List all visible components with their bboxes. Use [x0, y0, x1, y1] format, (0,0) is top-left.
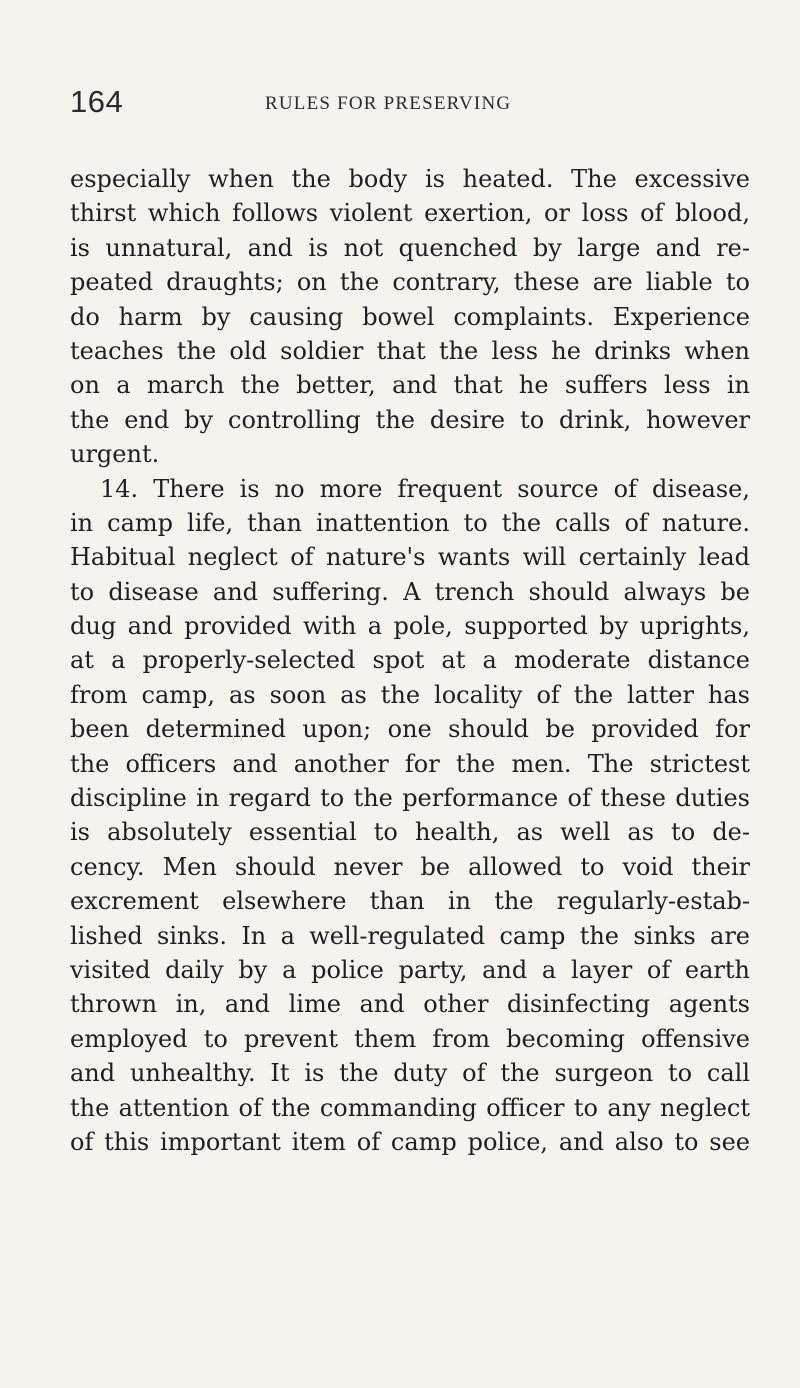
- text-line: thrown in, and lime and other disinfecting agents: [70, 990, 750, 1019]
- text-line: cency. Men should never be allowed to void their: [70, 852, 750, 881]
- text-line: the officers and another for the men. The strictest: [70, 749, 750, 778]
- text-line: discipline in regard to the performance of these duties: [70, 784, 750, 813]
- text-line: thirst which follows violent exertion, or loss of blood,: [70, 199, 750, 228]
- text-line: is absolutely essential to health, as well as to de-: [70, 818, 750, 847]
- text-line: Habitual neglect of nature's wants will certainly lead: [70, 543, 750, 572]
- text-line: dug and provided with a pole, supported by uprights,: [70, 612, 750, 641]
- text-line: the attention of the commanding officer to any neglect: [70, 1093, 750, 1122]
- text-line: peated draughts; on the contrary, these are liable to: [70, 268, 750, 297]
- paragraph-start-line: 14. There is no more frequent source of disease,: [100, 474, 750, 503]
- text-line: especially when the body is heated. The excessive: [70, 165, 750, 193]
- text-line: do harm by causing bowel complaints. Experience: [70, 302, 750, 331]
- text-line: employed to prevent them from becoming offensive: [70, 1024, 750, 1053]
- text-line: teaches the old soldier that the less he drinks when: [70, 336, 750, 365]
- text-line: is unnatural, and is not quenched by large and re-: [70, 233, 750, 262]
- text-line: to disease and suffering. A trench should always be: [70, 577, 750, 606]
- text-line: visited daily by a police party, and a layer of earth: [70, 955, 750, 984]
- running-head: RULES FOR PRESERVING: [265, 93, 512, 114]
- text-line: and unhealthy. It is the duty of the surgeon to call: [70, 1059, 750, 1088]
- text-line: the end by controlling the desire to drink, however: [70, 405, 750, 434]
- text-line: of this important item of camp police, and also to see: [70, 1127, 750, 1156]
- body-text: [70, 162, 750, 1159]
- text-line: excrement elsewhere than in the regularly-estab-: [70, 887, 750, 916]
- text-line: at a properly-selected spot at a moderate distance: [70, 646, 750, 675]
- text-line: in camp life, than inattention to the calls of nature.: [70, 508, 750, 537]
- text-line: from camp, as soon as the locality of the latter has: [70, 680, 750, 709]
- page-number: 164: [70, 84, 124, 119]
- text-line: urgent.: [70, 440, 160, 469]
- text-line: lished sinks. In a well-regulated camp the sinks are: [70, 921, 750, 950]
- text-line: on a march the better, and that he suffers less in: [70, 371, 750, 400]
- page-header: [70, 85, 740, 125]
- text-line: been determined upon; one should be provided for: [70, 715, 750, 744]
